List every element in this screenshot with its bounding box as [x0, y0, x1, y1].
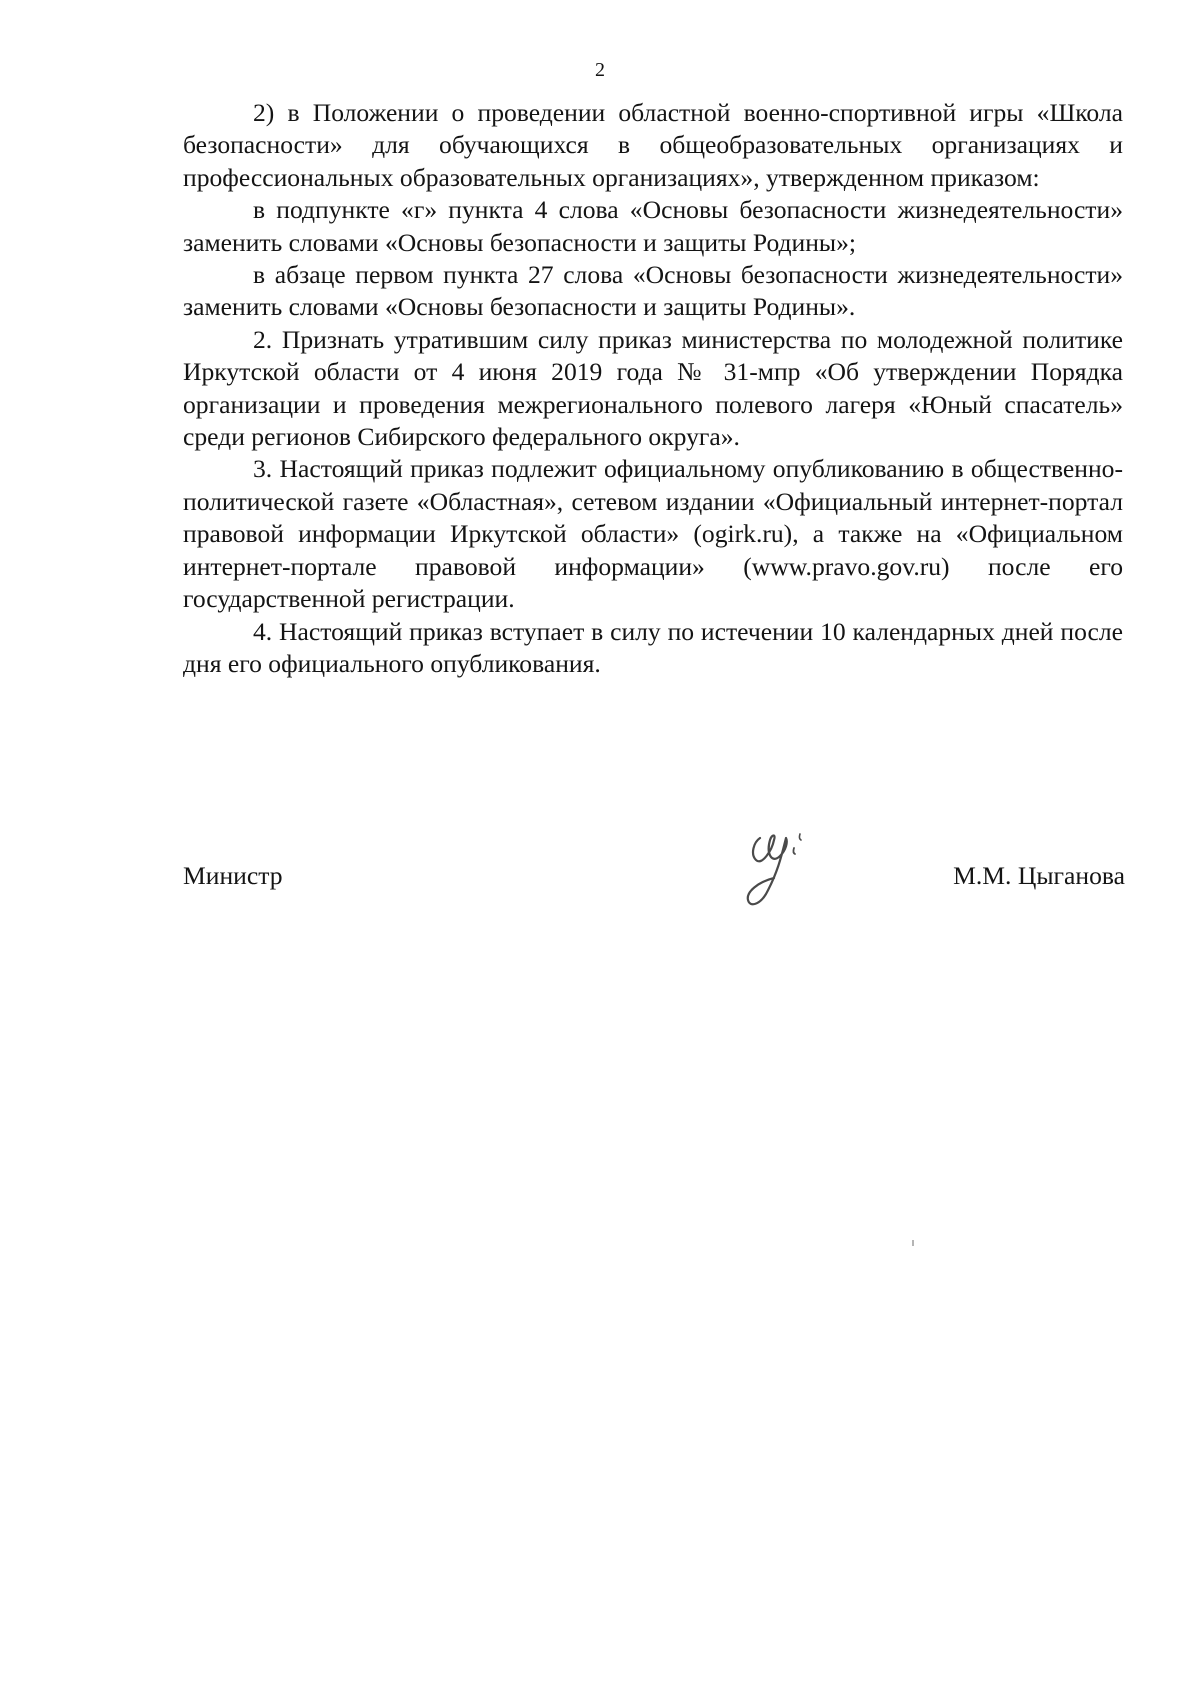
handwritten-signature	[720, 820, 840, 920]
scan-artifact	[912, 1240, 914, 1246]
signature-block	[183, 860, 1125, 900]
paragraph-amendment-point-27: в абзаце первом пункта 27 слова «Основы безопасности жизнедеятельности» заменить словами «Основы безопасности и защиты Родины».	[183, 260, 1123, 322]
paragraph-amendment-regulation: 2) в Положении о проведении областной военно-спортивной игры «Школа безопасности» для обучающихся в общеобразовательных организациях и профессиональных образовательных организациях», утвержденном приказом:	[183, 98, 1123, 192]
paragraph-repeal-order: 2. Признать утратившим силу приказ министерства по молодежной политике Иркутской области от 4 июня 2019 года № 31-мпр «Об утверждении Порядка организации и проведения межрегионального полевого лагеря «Юный спасатель» среди регионов Сибирского федерального округа».	[183, 324, 1123, 452]
paragraph-publication: 3. Настоящий приказ подлежит официальному опубликованию в общественно-политической газете «Областная», сетевом издании «Официальный интернет-портал правовой информации Иркутской области» (ogirk.ru), а также на «Официальном интернет-портале правовой информации» (www.pravo.gov.ru) после его государственной регистрации.	[183, 454, 1123, 614]
paragraph-amendment-point-4: в подпункте «г» пункта 4 слова «Основы безопасности жизнедеятельности» заменить словами «Основы безопасности и защиты Родины»;	[183, 195, 1123, 257]
paragraph-entry-into-force: 4. Настоящий приказ вступает в силу по истечении 10 календарных дней после дня его официального опубликования.	[183, 616, 1123, 678]
signer-title: Министр	[183, 861, 283, 890]
document-body	[183, 97, 1123, 680]
signer-name: М.М. Цыганова	[953, 861, 1125, 890]
page-number: 2	[595, 59, 605, 81]
